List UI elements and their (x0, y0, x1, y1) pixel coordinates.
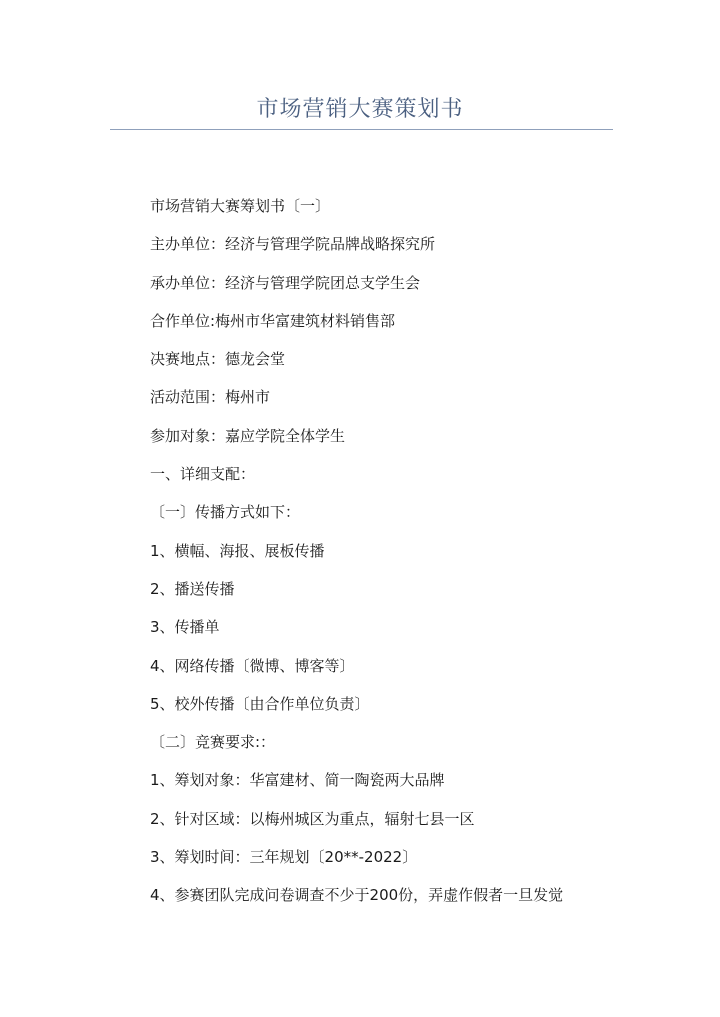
body-line: 2、针对区域：以梅州城区为重点，辐射七县一区 (150, 809, 475, 828)
document-title: 市场营销大赛策划书 (256, 97, 464, 122)
body-line: 合作单位:梅州市华富建筑材料销售部 (150, 311, 396, 330)
body-line: 一、详细支配： (150, 465, 256, 484)
body-line: 〔一〕传播方式如下： (150, 503, 301, 522)
body-line: 2、播送传播 (150, 579, 235, 598)
body-line: 参加对象：嘉应学院全体学生 (150, 426, 346, 445)
body-line: 1、筹划对象：华富建材、简一陶瓷两大品牌 (150, 771, 445, 790)
body-line: 3、筹划时间：三年规划〔20**-2022〕 (150, 848, 418, 867)
body-line: 〔二〕竞赛要求:： (150, 733, 276, 752)
title-divider (110, 129, 613, 130)
body-line: 3、传播单 (150, 618, 220, 637)
body-line: 1、横幅、海报、展板传播 (150, 541, 325, 560)
body-line: 活动范围：梅州市 (150, 388, 271, 407)
body-line: 主办单位：经济与管理学院品牌战略探究所 (150, 235, 436, 254)
body-line: 5、校外传播〔由合作单位负责〕 (150, 694, 370, 713)
body-line: 4、网络传播〔微博、博客等〕 (150, 656, 355, 675)
document-body (150, 193, 630, 921)
body-line: 4、参赛团队完成问卷调查不少于200份，弄虚作假者一旦发觉 (150, 886, 564, 905)
body-line: 决赛地点：德龙会堂 (150, 350, 286, 369)
body-line: 承办单位：经济与管理学院团总支学生会 (150, 273, 421, 292)
body-line: 市场营销大赛筹划书〔一〕 (150, 197, 331, 215)
